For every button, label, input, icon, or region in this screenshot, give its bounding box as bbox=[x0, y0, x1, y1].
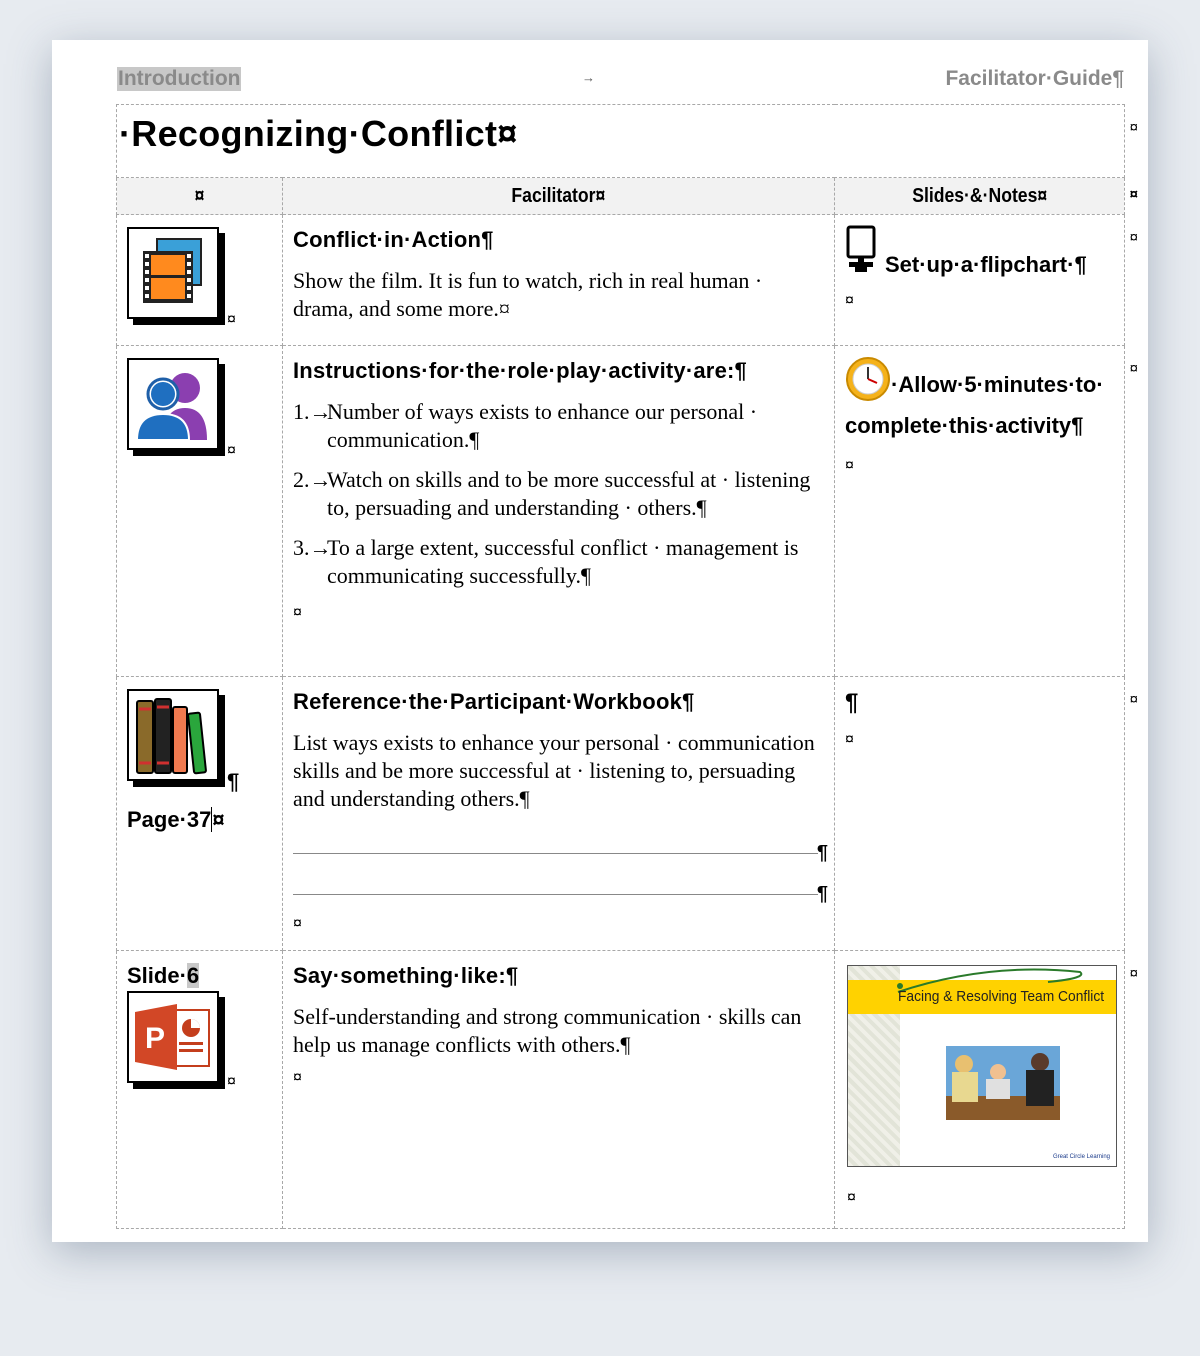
facilitator-cell[interactable]: Say·something·like:¶ Self-understanding and strong communication · skills can help us manage conflicts with others.¶ ¤ bbox=[283, 951, 835, 1229]
header-guide-title: Facilitator·Guide¶ bbox=[945, 67, 1124, 90]
icon-cell[interactable]: ¤ bbox=[117, 346, 283, 677]
section-heading: Say·something·like:¶ bbox=[293, 963, 519, 988]
slide-title: Facing & Resolving Team Conflict bbox=[898, 988, 1105, 1005]
note-text: Set·up·a·flipchart·¶ bbox=[885, 252, 1087, 277]
people-icon bbox=[127, 358, 219, 450]
notes-cell[interactable]: ·Allow·5·minutes·to· complete·this·activity¶ ¤ ¤ bbox=[835, 346, 1125, 677]
section-body: Self-understanding and strong communication · skills can help us manage conflicts with others.¶ bbox=[293, 1004, 802, 1057]
notes-cell[interactable]: Facing & Resolving Team Conflict Great Circle Learning ¤ ¤ bbox=[835, 951, 1125, 1229]
section-heading: Reference·the·Participant·Workbook¶ bbox=[293, 689, 695, 714]
answer-line[interactable]: ¶ bbox=[293, 823, 818, 854]
column-header-notes: Slides·&·Notes¤ ¤ bbox=[835, 178, 1125, 215]
flipchart-icon bbox=[845, 225, 877, 278]
note-text: ·Allow·5·minutes·to· complete·this·activity¶ bbox=[845, 372, 1104, 438]
list-item: 1.→ Number of ways exists to enhance our personal · communication.¶ bbox=[293, 399, 758, 452]
list-item: 2.→ Watch on skills and to be more successful at · listening to, persuading and understanding · others.¶ bbox=[293, 467, 811, 520]
row-end-mark: ¤ bbox=[1129, 119, 1138, 136]
instruction-list bbox=[293, 398, 824, 590]
workbook-page-ref: Page·37¤ bbox=[127, 807, 225, 832]
header-section-label: Introduction bbox=[118, 67, 241, 90]
answer-line[interactable]: ¶ bbox=[293, 864, 818, 895]
slide-logo: Great Circle Learning bbox=[1052, 1154, 1110, 1160]
slide-thumbnail[interactable] bbox=[847, 965, 1117, 1167]
section-body: Show the film. It is fun to watch, rich in real human · drama, and some more.¤ bbox=[293, 268, 763, 321]
section-heading: Conflict·in·Action¶ bbox=[293, 227, 494, 252]
column-header-facilitator: Facilitator¤ bbox=[283, 178, 835, 215]
clock-icon bbox=[845, 356, 891, 412]
document-page bbox=[52, 40, 1148, 1242]
books-icon bbox=[127, 689, 219, 781]
list-item: 3.→ To a large extent, successful conflict · management is communicating successfully.¶ bbox=[293, 535, 799, 588]
lesson-table bbox=[116, 104, 1138, 1229]
tab-marker: → bbox=[582, 70, 595, 85]
column-header-icon: ¤ bbox=[117, 178, 283, 215]
svg-text:P: P bbox=[145, 1022, 166, 1055]
icon-cell[interactable]: ¤ bbox=[117, 215, 283, 346]
film-reel-icon bbox=[127, 227, 219, 319]
slide-reference: Slide·6 bbox=[127, 963, 200, 988]
powerpoint-icon bbox=[127, 991, 219, 1083]
section-body: List ways exists to enhance your personal · communication skills and be more successful at · listening to, persuading and understanding others.¶ bbox=[293, 730, 815, 811]
notes-cell[interactable]: Set·up·a·flipchart·¶ ¤ ¤ bbox=[835, 215, 1125, 346]
icon-cell[interactable]: ¶ Page·37¤ bbox=[117, 677, 283, 951]
facilitator-cell[interactable]: Instructions·for·the·role·play·activity·are:¶ 1.→ Number of ways exists to enhance our personal · communication.¶ 2.→ Watch on skills and to be more successful at · listening to, persuading and understanding · others.¶ 3.→ To a large extent, successful conflict · management is communicating successfully.¶ ¤ bbox=[283, 346, 835, 677]
facilitator-cell[interactable]: Reference·the·Participant·Workbook¶ List ways exists to enhance your personal · communication skills and be more successful at · listening to, persuading and understanding others.¶ ¶ ¶ ¤ bbox=[283, 677, 835, 951]
facilitator-cell[interactable] bbox=[283, 215, 835, 346]
title-cell[interactable] bbox=[117, 105, 1138, 178]
notes-cell[interactable]: ¶ ¤ ¤ bbox=[835, 677, 1125, 951]
meeting-illustration bbox=[946, 1046, 1060, 1120]
icon-cell[interactable]: Slide·6 P ¤ bbox=[117, 951, 283, 1229]
page-title: ·Recognizing·Conflict¤ bbox=[119, 113, 518, 154]
section-heading: Instructions·for·the·role·play·activity·are:¶ bbox=[293, 358, 747, 383]
